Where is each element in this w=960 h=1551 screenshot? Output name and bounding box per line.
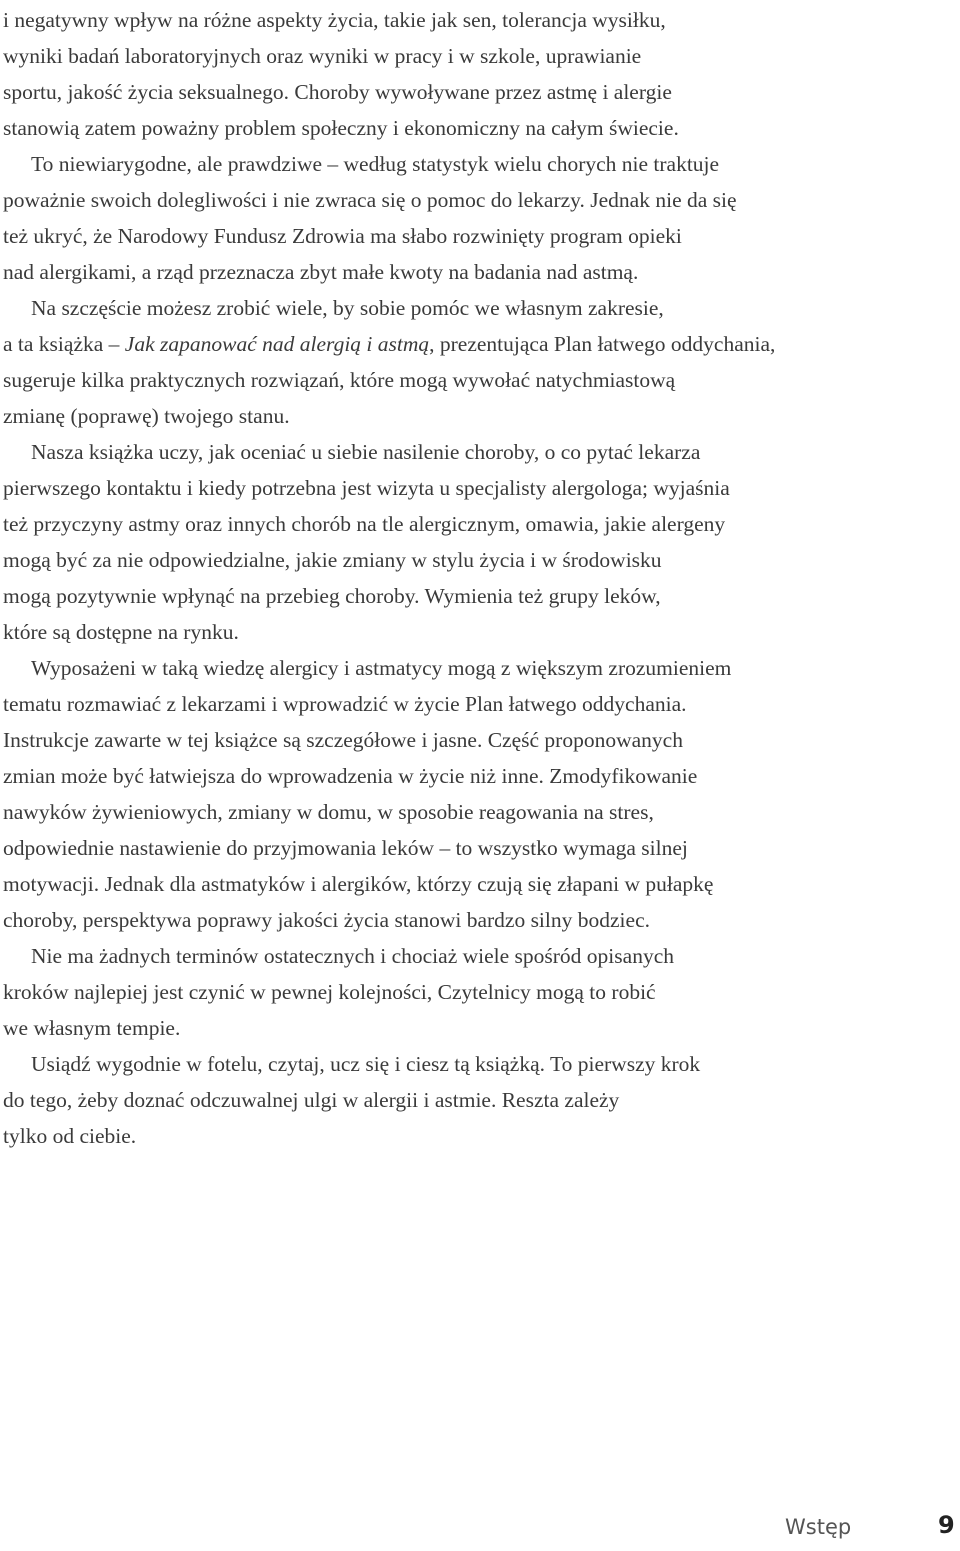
text-line: Usiądź wygodnie w fotelu, czytaj, ucz się i ciesz tą książką. To pierwszy krok bbox=[31, 1052, 701, 1076]
text-line: mogą być za nie odpowiedzialne, jakie zmiany w stylu życia i w środowisku bbox=[3, 548, 662, 572]
text-line: mogą pozytywnie wpłynąć na przebieg choroby. Wymienia też grupy leków, bbox=[3, 584, 661, 608]
text-line: Nie ma żadnych terminów ostatecznych i chociaż wiele spośród opisanych bbox=[31, 944, 674, 968]
text-line: pierwszego kontaktu i kiedy potrzebna jest wizyta u specjalisty alergologa; wyjaśnia bbox=[3, 476, 730, 500]
text-line: też ukryć, że Narodowy Fundusz Zdrowia ma słabo rozwinięty program opieki bbox=[3, 224, 682, 248]
text-line: Nasza książka uczy, jak oceniać u siebie nasilenie choroby, o co pytać lekarza bbox=[31, 440, 701, 464]
text-line: stanowią zatem poważny problem społeczny i ekonomiczny na całym świecie. bbox=[3, 116, 679, 140]
text-line: zmianę (poprawę) twojego stanu. bbox=[3, 404, 290, 428]
text-line: wyniki badań laboratoryjnych oraz wyniki w pracy i w szkole, uprawianie bbox=[3, 44, 642, 68]
text-line: do tego, żeby doznać odczuwalnej ulgi w alergii i astmie. Reszta zależy bbox=[3, 1088, 620, 1112]
text-line: które są dostępne na rynku. bbox=[3, 620, 239, 644]
text-line: kroków najlepiej jest czynić w pewnej kolejności, Czytelnicy mogą to robić bbox=[3, 980, 656, 1004]
text-line: tematu rozmawiać z lekarzami i wprowadzić w życie Plan łatwego oddychania. bbox=[3, 692, 687, 716]
text-line: motywacji. Jednak dla astmatyków i alergików, którzy czują się złapani w pułapkę bbox=[3, 872, 714, 896]
text-line: zmian może być łatwiejsza do wprowadzenia w życie niż inne. Zmodyfikowanie bbox=[3, 764, 698, 788]
text-line: Na szczęście możesz zrobić wiele, by sobie pomóc we własnym zakresie, bbox=[31, 296, 664, 320]
text-line: odpowiednie nastawienie do przyjmowania leków – to wszystko wymaga silnej bbox=[3, 836, 688, 860]
text-line: też przyczyny astmy oraz innych chorób na tle alergicznym, omawia, jakie alergeny bbox=[3, 512, 726, 536]
book-title: Jak zapanować nad alergią i astmą bbox=[124, 332, 430, 356]
section-label: Wstęp bbox=[785, 1515, 852, 1539]
text-line: tylko od ciebie. bbox=[3, 1124, 137, 1148]
text-line: To niewiarygodne, ale prawdziwe – według statystyk wielu chorych nie traktuje bbox=[31, 152, 720, 176]
text-line: choroby, perspektywa poprawy jakości życia stanowi bardzo silny bodziec. bbox=[3, 908, 650, 932]
text-line: nad alergikami, a rząd przeznacza zbyt małe kwoty na badania nad astmą. bbox=[3, 260, 639, 284]
text-line: Wyposażeni w taką wiedzę alergicy i astmatycy mogą z większym zrozumieniem bbox=[31, 656, 732, 680]
text-line: Instrukcje zawarte w tej książce są szczegółowe i jasne. Część proponowanych bbox=[3, 728, 683, 752]
text-line: nawyków żywieniowych, zmiany w domu, w sposobie reagowania na stres, bbox=[3, 800, 654, 824]
text-line: sugeruje kilka praktycznych rozwiązań, które mogą wywołać natychmiastową bbox=[3, 368, 676, 392]
text-line: i negatywny wpływ na różne aspekty życia, takie jak sen, tolerancja wysiłku, bbox=[3, 8, 666, 32]
text-span: a ta książka – bbox=[3, 332, 125, 356]
page-number: 9 bbox=[938, 1511, 955, 1539]
text-line: sportu, jakość życia seksualnego. Choroby wywoływane przez astmę i alergie bbox=[3, 80, 672, 104]
text-line-with-title bbox=[3, 326, 775, 362]
text-line: we własnym tempie. bbox=[3, 1016, 181, 1040]
text-span: , prezentująca Plan łatwego oddychania, bbox=[429, 332, 776, 356]
text-line: poważnie swoich dolegliwości i nie zwraca się o pomoc do lekarzy. Jednak nie da się bbox=[3, 188, 737, 212]
